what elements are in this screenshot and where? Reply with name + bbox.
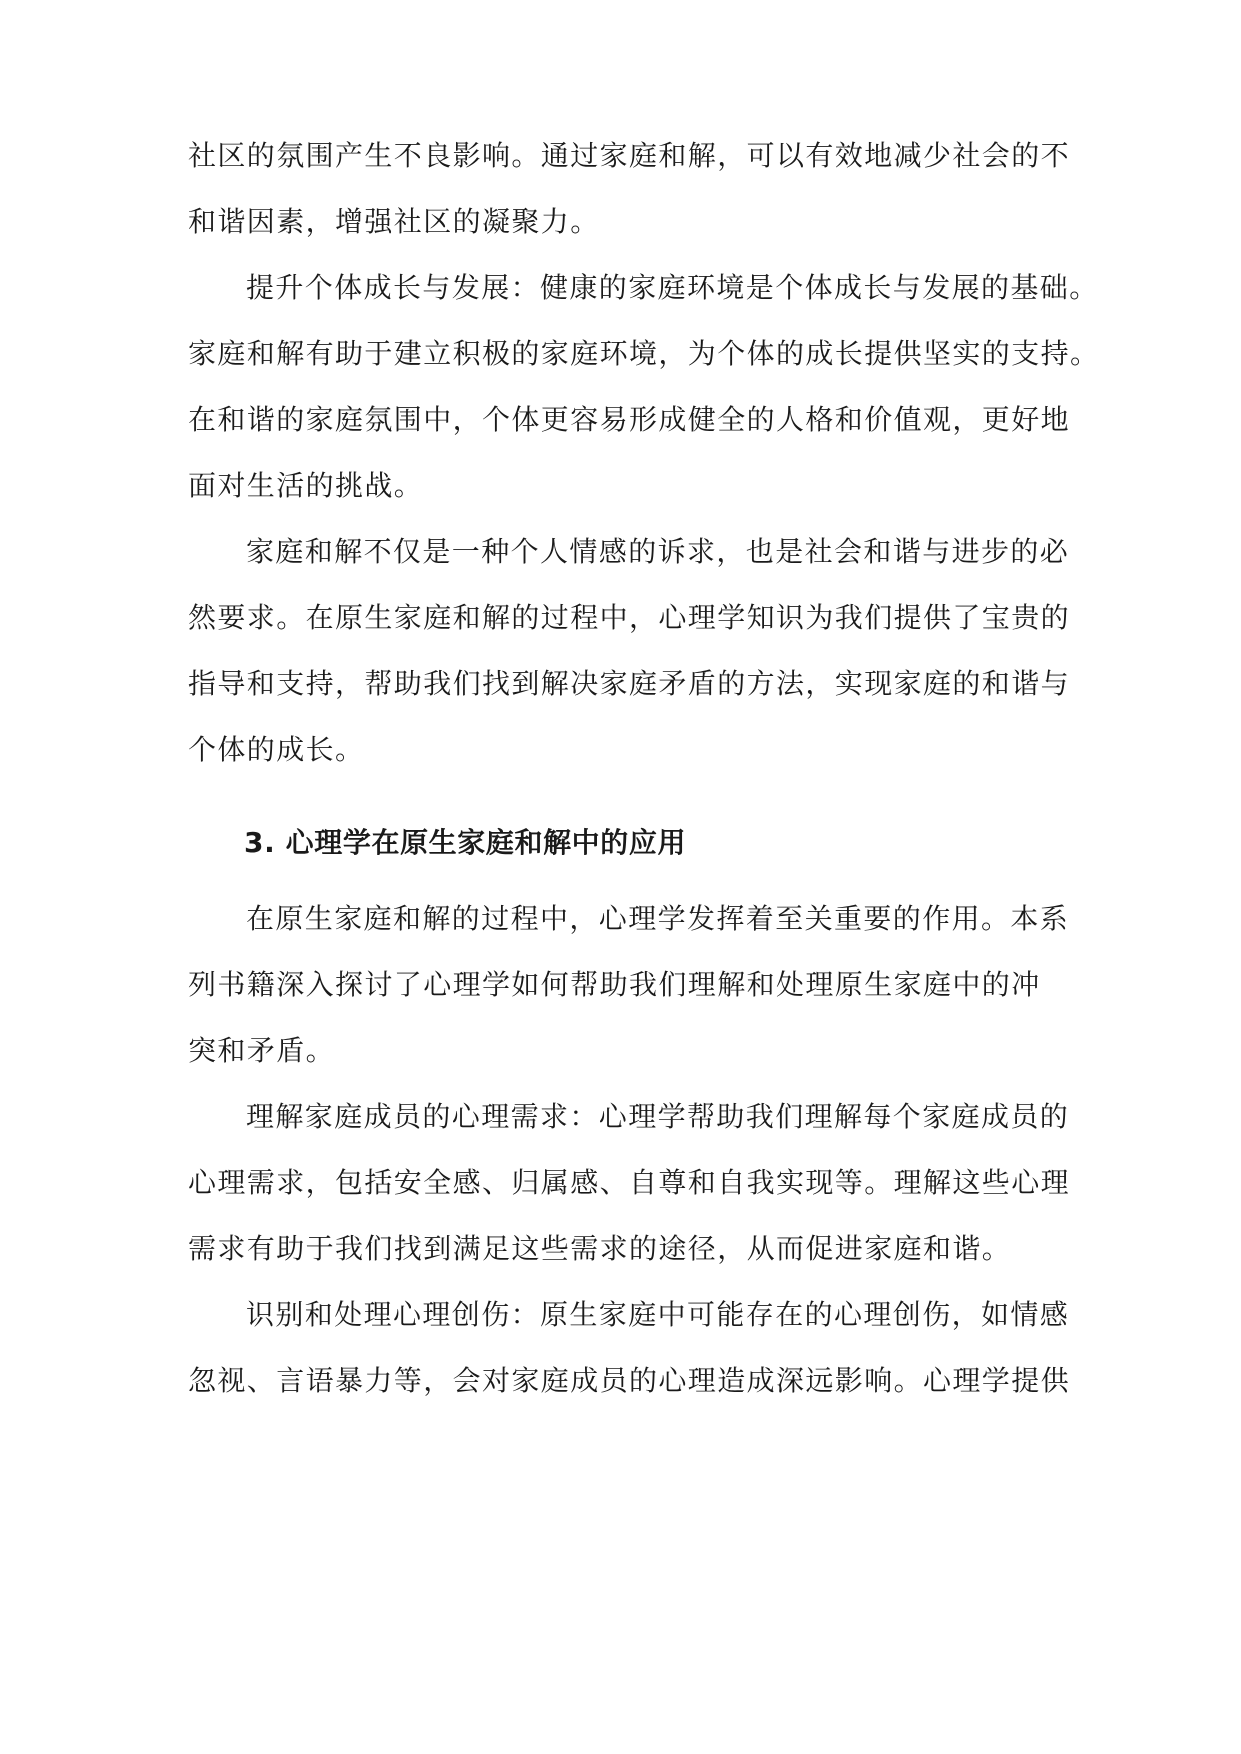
paragraph-line: 提升个体成长与发展：健康的家庭环境是个体成长与发展的基础。 xyxy=(246,271,1099,304)
paragraph-line: 和谐因素，增强社区的凝聚力。 xyxy=(188,205,600,238)
paragraph-line: 指导和支持，帮助我们找到解决家庭矛盾的方法，实现家庭的和谐与 xyxy=(188,667,1071,700)
section-heading: 3. 心理学在原生家庭和解中的应用 xyxy=(244,826,687,859)
paragraph-line: 面对生活的挑战。 xyxy=(188,469,424,502)
paragraph-line: 个体的成长。 xyxy=(188,733,365,766)
paragraph-line: 家庭和解有助于建立积极的家庭环境，为个体的成长提供坚实的支持。 xyxy=(188,337,1100,370)
paragraph-line: 社区的氛围产生不良影响。通过家庭和解，可以有效地减少社会的不 xyxy=(188,139,1071,172)
paragraph-line: 家庭和解不仅是一种个人情感的诉求，也是社会和谐与进步的必 xyxy=(246,535,1070,568)
paragraph-line: 然要求。在原生家庭和解的过程中，心理学知识为我们提供了宝贵的 xyxy=(188,601,1071,634)
paragraph-line: 在原生家庭和解的过程中，心理学发挥着至关重要的作用。本系 xyxy=(246,902,1070,935)
paragraph-line: 心理需求，包括安全感、归属感、自尊和自我实现等。理解这些心理 xyxy=(188,1166,1071,1199)
paragraph-line: 列书籍深入探讨了心理学如何帮助我们理解和处理原生家庭中的冲 xyxy=(188,968,1041,1001)
paragraph-line: 需求有助于我们找到满足这些需求的途径，从而促进家庭和谐。 xyxy=(188,1232,1012,1265)
paragraph-line: 识别和处理心理创伤：原生家庭中可能存在的心理创伤，如情感 xyxy=(246,1298,1070,1331)
paragraph-line: 突和矛盾。 xyxy=(188,1034,336,1067)
paragraph-line: 理解家庭成员的心理需求：心理学帮助我们理解每个家庭成员的 xyxy=(246,1100,1070,1133)
paragraph-line: 忽视、言语暴力等，会对家庭成员的心理造成深远影响。心理学提供 xyxy=(188,1364,1071,1397)
paragraph-line: 在和谐的家庭氛围中，个体更容易形成健全的人格和价值观，更好地 xyxy=(188,403,1071,436)
